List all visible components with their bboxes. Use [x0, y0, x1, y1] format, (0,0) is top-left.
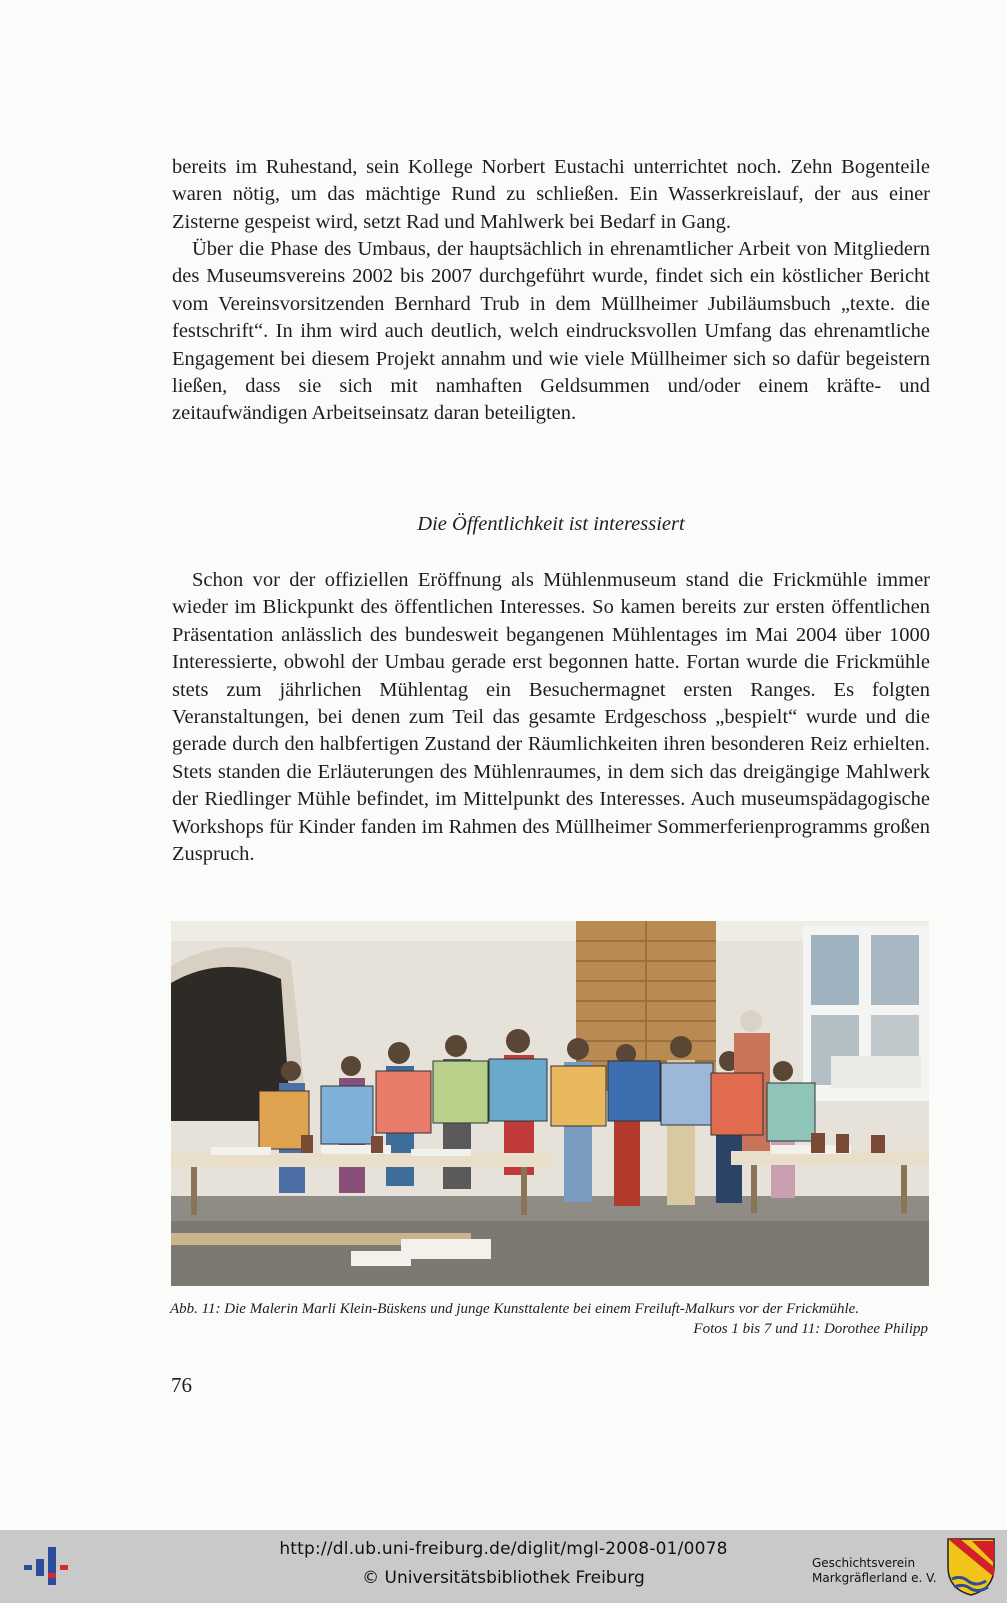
copyright-text: © Universitätsbibliothek Freiburg	[362, 1568, 645, 1588]
photo-painting-workshop	[171, 921, 929, 1286]
body-paragraph-1: bereits im Ruhestand, sein Kollege Norbert Eustachi unterrichtet noch. Zehn Bogenteile waren nötig, um das mächtige Rund zu schließen. Ein Wasserkreislauf, der aus einer Zisterne gespeist wird, setzt Rad und Mahlwerk bei Bedarf in Gang.	[172, 156, 930, 233]
body-paragraph-3: Schon vor der offiziellen Eröffnung als Mühlenmuseum stand die Frickmühle immer wieder im Blickpunkt des öffentlichen Interesses. So kamen bereits zur ersten öffentlichen Präsentation anlässlich des bundesweit begangenen Mühlentages im Mai 2004 über 1000 Interessierte, obwohl der Umbau gerade erst begonnen hatte. Fortan wurde die Frickmühle stets zum jährlichen Mühlentag ein Besuchermagnet ersten Ranges. Es folgten Veranstaltungen, bei denen zum Teil das gesamte Erdgeschoss „bespielt“ wurde und die gerade durch den halbfertigen Zustand der Räumlichkeiten ihren besonderen Reiz erhielten. Stets standen die Erläuterungen des Mühlenraumes, in dem sich das dreigängige Mahlwerk der Riedlinger Mühle befindet, im Mittelpunkt des Interesses. Auch museumspädagogische Workshops für Kinder fanden im Rahmen des Müllheimer Sommerferienprogramms großen Zuspruch.	[172, 569, 930, 866]
source-url-link[interactable]: http://dl.ub.uni-freiburg.de/diglit/mgl-2008-01/0078	[279, 1539, 728, 1559]
society-line-1: Geschichtsverein	[812, 1556, 916, 1570]
society-line-2: Markgräflerland e. V.	[812, 1571, 937, 1585]
caption-text: Abb. 11: Die Malerin Marli Klein-Büskens und junge Kunsttalente bei einem Freiluft-Malkurs vor der Frickmühle.	[170, 1301, 860, 1317]
figure-caption	[170, 1299, 930, 1337]
section-heading: Die Öffentlichkeit ist interessiert	[417, 513, 685, 535]
photo-credit: Fotos 1 bis 7 und 11: Dorothee Philipp	[693, 1321, 928, 1337]
page-number: 76	[171, 1373, 192, 1397]
society-name	[812, 1556, 937, 1586]
coat-of-arms-icon	[946, 1537, 996, 1597]
library-footer	[0, 1530, 1007, 1603]
body-paragraph-2: Über die Phase des Umbaus, der hauptsächlich in ehrenamtlicher Arbeit von Mitgliedern des Museumsvereins 2002 bis 2007 durchgeführt wurde, findet sich ein köstlicher Bericht vom Vereinsvorsitzenden Bernhard Trub in dem Müllheimer Jubiläumsbuch „texte. die festschrift“. In ihm wird auch deutlich, welch eindrucksvollen Umfang das ehrenamtliche Engagement bei diesem Projekt annahm und wie viele Müllheimer sich so dafür begeistern ließen, dass sie sich mit namhaften Geldsummen und/oder einem kräfte- und zeitaufwändigen Arbeitseinsatz daran beteiligten.	[172, 238, 930, 425]
